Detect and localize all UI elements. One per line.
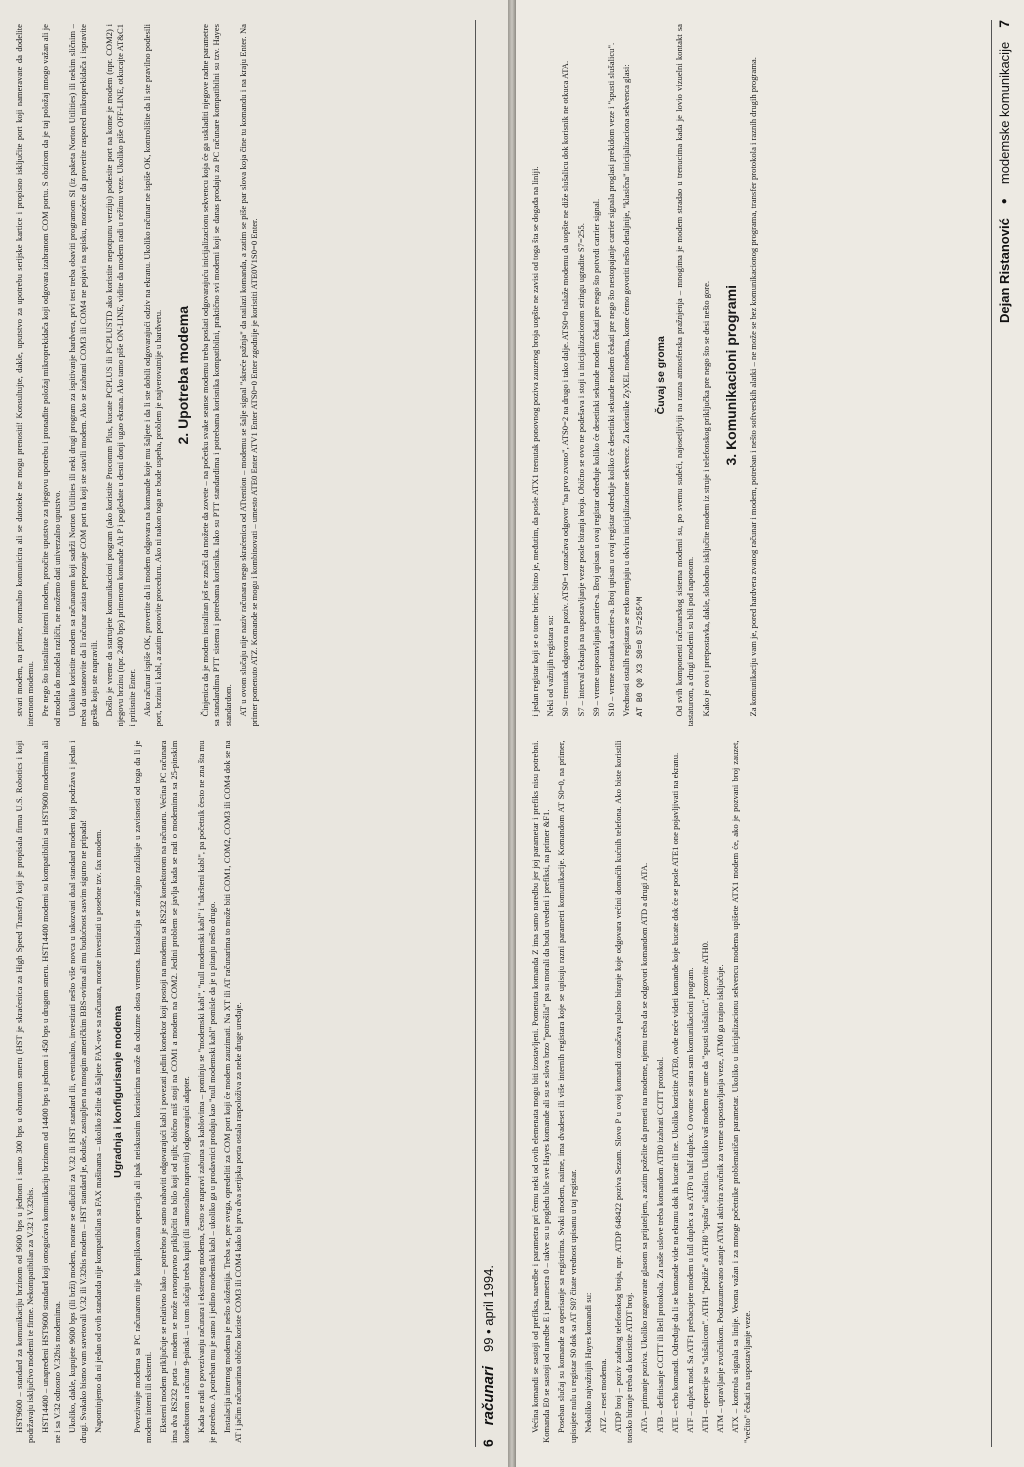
chapter-heading: 3. Komunikacioni programi	[722, 285, 739, 466]
left-column-1	[14, 741, 468, 1444]
author-name: Dejan Ristanović	[996, 218, 1012, 323]
paragraph: Napominjemo da ni jedan od ovih standarda nije kompatibilan sa FAX mašinama – ukoliko želite da šaljete FAX-ove sa računara, morate investirati u posebne tzv. fax modem.	[93, 829, 104, 1433]
paragraph: Povezivanje modema sa PC računarom nije komplikovana operacija ali ipak neiskusnim korisnicima može da oduzme dosta vremena. Instalacija se značajno razlikuje u zavisnosti od toga da li je modem interni ili eksterni.	[131, 740, 154, 1443]
left-page	[0, 0, 508, 1467]
paragraph: ATE – echo komandi. Određuje da li se komande vide na ekranu dok ih kucate ili ne. Ukoliko koristite ATE0, ovde neće videti komande koje kucate dok će se posle ATE1 one pojavljivati na ekranu.	[669, 752, 680, 1433]
right-page-content	[516, 0, 1024, 1467]
paragraph: ATZ – reset modema.	[597, 1358, 608, 1433]
right-page-footer	[991, 20, 1016, 1447]
paragraph: stvari modem, na primer, normalno komunicira ali se datoteke ne mogu prenositi! Konsultujte, dakle, uputstvo za upotrebu serijske kartice i propisno isključite port koji nameravate da dodelite internom modemu.	[14, 24, 36, 727]
left-page-footer	[475, 20, 500, 1447]
right-page-columns	[530, 24, 984, 1443]
paragraph: Činjenica da je modem instaliran još ne znači da možete da zovete – na početku svake seanse modemu treba poslati odgovarajuću inicijalizacionu sekvencu koja će ga uskladiti njegove radne parametre sa standardima PTT sistema i potrebama korisnika. Iako su PTT standardima i potrebama korisnika kompatibilni, praktično svi modemi koji se danas prodaju za PC računare kompatibilni su tzv. Hayes standardom.	[200, 24, 233, 727]
paragraph: Za komunikaciju vam je, pored hardvera zvanog računar i modem, potreban i nešto softverskih alatki – ne može se bez komunikacionog programa, transfer protokola i raznih drugih programa.	[747, 57, 758, 717]
paragraph: ATB – definisanje CCITT ili Bell protokola. Za naše uslove treba komandom ATB0 izabrati CCITT protokol.	[654, 1056, 665, 1433]
paragraph: S9 – vreme uspostavljanja carrier-a. Broj upisan u ovaj registar određuje koliko će desetinki sekunde modem čekati pre nego što potvrdi carrier signal.	[590, 198, 601, 717]
paragraph: Instalacija internog modema je nešto složenija. Treba se, pre svega, opredeliti za COM port koji će modem zauzimati. Na XT ili AT računarima to može biti COM1, COM2, COM3 ili COM4 dok se na AT i jačim računarima obično koriste COM3 ili COM4 kako bi prva dva serijska porta ostala raspoloživa za neke druge uređaje.	[222, 740, 244, 1443]
paragraph: S7 – interval čekanja na uspostavljanje veze posle biranja broja. Obično se ovo ne podešava i stoji u inicijalizacionom stringu ugradite S7=255.	[575, 223, 586, 717]
paragraph: S10 – vreme nestanka carrier-a. Broj upisan u ovaj registar određuje koliko će desetinki sekunde modem čekati pre nego što nestopajanje carrier signala proglasi prekidom veze i "spusti slušalicu".	[605, 42, 616, 717]
paragraph: Poseban slučaj su komande za operisanje sa registrima. Svaki modem, naime, ima dvadeset ili više internih registara koje se upisuju razni parametri komunikacije. Komandom AT S0=0, na primer, upisujete nulu u registar S0 dok sa AT S0? čitate vrednost upisanu u taj registar.	[556, 740, 578, 1443]
paragraph: Ako računar ispiše OK, proverite da li modem odgovara na komande koje mu šaljete i da li ste dobili odgovarajući odziv na ekranu. Ukoliko računar ne ispiše OK, kontrolišite da li ste pravilno podesili port, brzinu i kabl, a zatim ponovite proceduru. Ako ni nakon toga ne bude uspeha, problem je najverovatnije u hardveru.	[141, 24, 163, 727]
left-page-content	[0, 0, 508, 1467]
paragraph: S0 – trenutak odgovora na poziv. ATS0=1 označava odgovor "na prvo zvono", ATS0=2 na drugo i tako dalje. ATS0=0 nalaže modemu da uopšte ne diže slušalicu dok korisnik ne otkuca ATA.	[560, 60, 571, 717]
paragraph: Većina komandi se sastoji od prefiksa, naredbe i parametra pri čemu neki od ovih elemenata mogu biti izostavljeni. Pomenuta komanda Z ima samo naredbu jer joj parametar i prefiks nisu potrebni. Komanda E0 se sastoji od naredbe E i parametra 0 – takve su u pogledu bile sve Hayes komande ali su se slova brzo "potrošila" pa su morali da budu uvedeni i prefiksi, na primer &F1.	[530, 740, 552, 1443]
paragraph: ATDP broj – poziv zadatog telefonskog broja, npr. ATDP 648422 poziva Sezam. Slovo P u ovoj komandi označava pulsno biranje koje odgovara većini domaćih kućnih telefona. Ako biste koristili tonsko biranje treba da koristite ATDT broj.	[613, 740, 635, 1443]
magazine-name: računari	[479, 1366, 497, 1426]
page-number: 7	[996, 20, 1012, 28]
paragraph: ATX – kontrola signala sa linije. Veoma važan i za mnoge početnike problematičan parametar. Ukoliko u inicijalizacionu sekvencu modema upišete ATX1 modem će, ako je pozvani broj zauzet, "večito" čekati na uspostavljanje veze.	[730, 740, 752, 1443]
section-heading: Ugradnja i konfigurisanje modema	[112, 1005, 125, 1178]
paragraph: HST9600 – standard za komunikaciju brzinom od 9600 bps u jednom i samo 300 bps u obrnutom smeru (HST je skraćenica za High Speed Transfer) koji je propisala firma U.S. Robotics i koji podržavaju isključivo modemi te firme. Nekompatibilan za V.32 i V.32bis.	[14, 740, 36, 1443]
right-column-1	[530, 741, 984, 1444]
paragraph: Došlo je vreme da startujete komunikacioni program (ako koristite Procomm Plus, kucate PCPLUS ili PCPLUSTD ako koristite nepotpunu verziju) podesite port na kome je modem (npr. COM2) i njegovu brzinu (npr. 2400 bps) primenom komande Alt P i pogledate u desni donji ugao ekrana. Ako tamo piše ON-LINE, vidite da modem radi u režimu veze. Ukoliko piše OFF-LINE, otkucajte AT&C1 i pritisnite Enter.	[104, 24, 137, 727]
bullet-separator-icon: ●	[998, 198, 1010, 205]
paragraph: ATM – upravljanje zvučnikom. Podrazumevano stanje ATM1 aktivira zvučnik za vreme uspostavljanja veze, ATM0 ga trajno isključuje.	[715, 964, 726, 1433]
paragraph: Ukoliko koristite modem sa računarom koji sadrži Norton Utilities ili neki drugi program za ispitivanje hardvera, prvi test treba obaviti programom SI (iz paketa Norton Utilities) ili nekim sličnim – treba da ustanovite da li računar zaista prepoznaje COM port na koji ste stavili modem. Ako se izabrani COM3 ili COM4 ne pojavi na spisku, moraćete da proverite raspored mikroprekidača i ispravite greške koju ste napravili.	[66, 24, 100, 727]
left-page-columns	[14, 24, 468, 1443]
paragraph: HST14400 – unapređeni HST9600 standard koji omogućava komunikaciju brzinom od 14400 bps u jednom i 450 bps u drugom smeru. HST14400 modemi su kompatibilni sa HST9600 modemima ali ne i sa V.32 odnosno V.32bis modemima.	[40, 740, 62, 1443]
paragraph: Kada se radi o povezivanju računara i eksternog modema, često se napravi zabuna sa kablovima – pominju se "modemski kabl", "null modemski kabl" i "ukršteni kabl", pa početnik često ne zna šta mu je potrebno. A potreban mu je samo i jedino modemski kabl – ukoliko ga u prodavnici prodaju kao "null modemski kabl" pomisle da je u pitanju nešto drugo.	[195, 740, 217, 1443]
paragraph: i jedan registar koji se o tome brine; bitno je, međutim, da posle ATX1 trenutak ponovnog poziva zauzetog broja uopšte ne zavisi od toga šta se događa na liniji.	[530, 166, 540, 717]
paragraph: Pre nego što instalirate interni modem, proučite uputstvo za njegovu upotrebu i pronađite položaj mikroprekidača koji odgovara izabranom COM portu. S obzirom da je taj položaj mnogo važan ali je od modela do modela različit, ne možemo dati univerzalno uputstvo.	[40, 24, 62, 727]
paragraph: Eksterni modem priključuje se relativno lako – potrebno je samo nabaviti odgovarajući kabl i povezati jedini konektor koji postoji na modemu sa RS232 konektorom na računaru. Većina PC računara ima dva RS232 porta – modem se može ravnopravno priključiti na bilo koji od njih; obično miš stoji na COM1 a modem na COM2. Jedini problem se javlja kada se radi o modemima sa 25-pinskim konektorom a računar 9-pinski – u tom slučaju treba kupiti (ili samostalno napraviti) odgovarajući adapter.	[158, 740, 191, 1443]
left-column-2	[14, 24, 468, 727]
init-string-code: AT B0 Q0 X3 S0=0 S7=255^M	[636, 596, 646, 717]
right-page	[516, 0, 1024, 1467]
paragraph: AT u ovom slučaju nije naziv računara nego skraćenica od ATtention – modemu se šalje signal "skreće pažnja" da nailazi komanda, a zatim se piše par slova koja čine tu komandu i na kraju Enter. Na primer pomenuto ATZ. Komande se mogu i kombinovati – umesto ATE0 Enter ATV1 Enter ATS0=0 Enter zgodnije je koristiti ATE0V1S0=0 Enter.	[237, 24, 259, 727]
paragraph: Ukoliko, dakle, kupujete 9600 bps (ili brži) modem, morate se odlučiti za V.32 ili HST standard ili, eventualno, investirati nešto više novca u takozvani dual standard modem koji podržava i jedan i drugi. Svakako bismo vam savetovali V.32 ili V.32bis modem – HST standard je, doduše, zastupljen na mnogim američkim BBS-ovima ali mu budućnost sasvim sigurno ne pripada!	[66, 740, 88, 1443]
right-column-2	[530, 24, 984, 727]
section-heading: Čuvaj se groma	[654, 336, 667, 415]
paragraph: Neki od važnijih registara su:	[545, 615, 556, 717]
page-number: 6	[480, 1439, 496, 1447]
paragraph: ATH – operacije sa "slušalicom". ATH1 "podiže" a ATH0 "spušta" slušalicu. Ukoliko vaš modem ne ume da "spusti slušalicu", pozovite ATH0.	[700, 940, 711, 1433]
paragraph: ATF – duplex mod. Sa ATF1 prebacujete modem u full duplex a sa ATF0 u half duplex. O ovome se stara sam komunikacioni program.	[684, 967, 695, 1433]
spread-gutter	[508, 0, 516, 1467]
issue-date: 99 • april 1994.	[480, 1265, 496, 1352]
paragraph: Kako je ovo i pretpostavka, dakle, slobodno isključite modem iz struje i telefonskog priključka pre nego što se desi nešto gore.	[700, 280, 711, 717]
chapter-heading: 2. Upotreba modema	[175, 306, 192, 445]
paragraph: Nekoliko najvažnijih Hayes komandi su:	[582, 1292, 593, 1433]
paragraph: Vrednosti ostalih registara se retko menjaju u okviru inicijalizacione sekvence. Za korisnike ZyXEL modema, kome ćemo govoriti nešto detaljnije, "klasična" inicijalizaciona sekvenca glasi:	[621, 64, 632, 717]
section-name: modemske komunikacije	[996, 41, 1012, 185]
paragraph: ATA – primanje poziva. Ukoliko razgovarate glasom sa prijateljem, a zatim poželite da preneti na modeme, njemu treba da se odgovori komandom ATD a drugi ATA.	[639, 862, 650, 1433]
paragraph: Od svih komponenti računarskog sistema modemi su, po svemu sudeći, najosetljiviji na razna atmosferska pražnjenja – mnogima je modem stradao u trenucima kada je lovio vizuelni kontakt sa tastaturom, a drugi modemi su bili pod naponom.	[674, 24, 696, 727]
